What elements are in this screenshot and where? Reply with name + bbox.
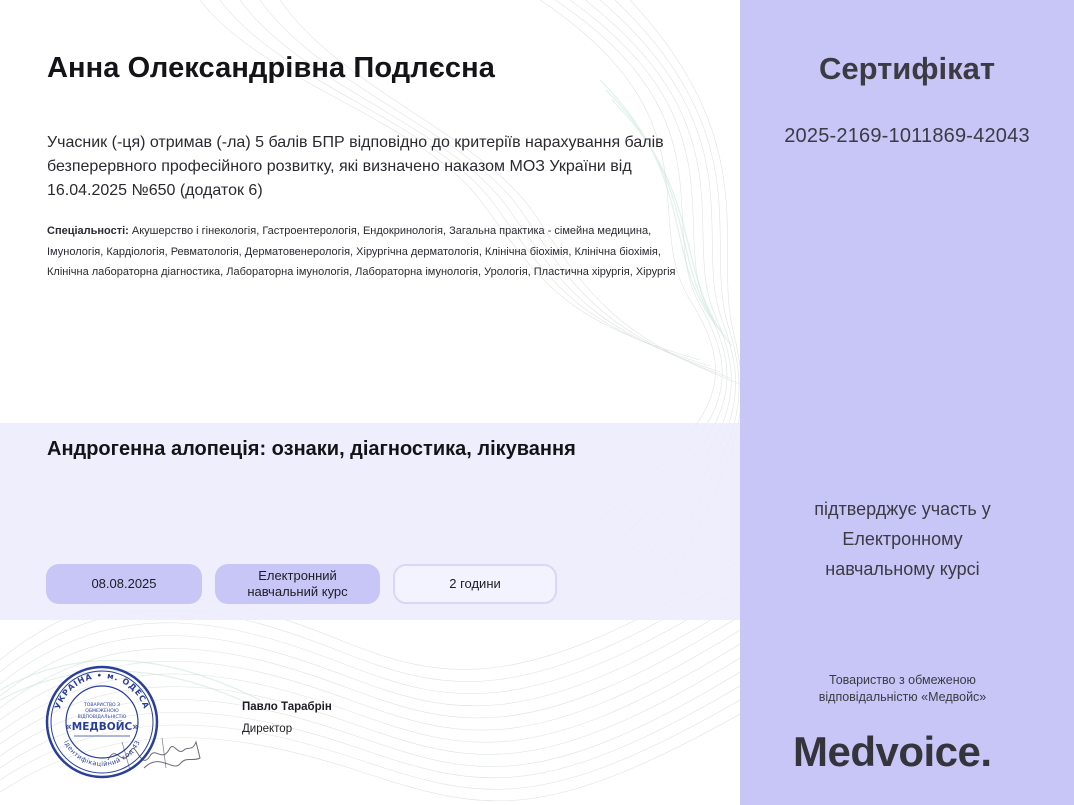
- company-name: Товариство з обмеженою відповідальністю «Медвойс»: [818, 673, 987, 704]
- course-date: 08.08.2025: [91, 576, 157, 591]
- holder-name: Анна Олександрівна Подлєсна: [47, 52, 495, 84]
- specialties-block: [47, 221, 687, 283]
- points-statement: Учасник (-ця) отримав (-ла) 5 балів БПР відповідно до критеріїв нарахування балів безперервного професійного розвитку, які визначено наказом МОЗ України від 16.04.2025 №650 (додаток 6): [47, 134, 664, 199]
- course-date-badge: [46, 564, 202, 604]
- certificate-number: 2025-2169-1011869-42043: [784, 125, 1030, 147]
- seal-outer-top-text: УКРАЇНА • м. ОДЕСА: [53, 670, 151, 711]
- course-type: Електронний навчальний курс: [247, 568, 348, 599]
- course-type-badge: [215, 564, 380, 604]
- course-hours: 2 години: [449, 576, 501, 591]
- participation-confirmation: [740, 494, 1065, 584]
- medvoice-logo: Medvoice.: [793, 728, 992, 775]
- specialties-list: Акушерство і гінекологія, Гастроентерологія, Ендокринологія, Загальна практика - сімейна медицина, Імунологія, Кардіологія, Ревматологія, Дерматовенерологія, Хірургічна дерматологія, Клінічна біохімія, Клінічна біохімія, Клінічна лабораторна діагностика, Лабораторна імунологія, Лабораторна імунологія, Урологія, Пластична хірургія, Хірургія: [47, 225, 676, 278]
- company-name-block: [740, 672, 1065, 706]
- director-signature: [100, 712, 210, 782]
- specialties-label: Спеціальності:: [47, 225, 129, 237]
- signer-name: Павло Тарабрін: [242, 701, 332, 713]
- seal-inner-line1: ТОВАРИСТВО З: [83, 703, 121, 708]
- seal-inner-line3: ВІДПОВІДАЛЬНІСТЮ: [77, 715, 127, 720]
- seal-inner-line2: ОБМЕЖЕНОЮ: [85, 709, 119, 714]
- seal-outer-bottom-text: Ідентифікаційний код 43: [62, 738, 142, 769]
- confirmation-text: підтверджує участь у Електронному навчальному курсі: [814, 499, 991, 579]
- course-title: Андрогенна алопеція: ознаки, діагностика, лікування: [47, 438, 576, 460]
- seal-center-text: «МЕДВОЙС»: [65, 721, 139, 733]
- signer-role: Директор: [242, 723, 293, 735]
- course-hours-badge: [393, 564, 557, 604]
- certificate-title: Сертифікат: [818, 51, 996, 86]
